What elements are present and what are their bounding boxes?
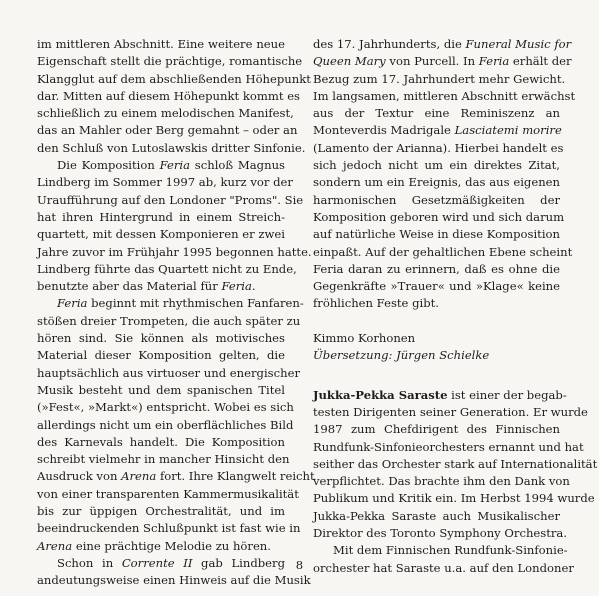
text-line: (Lamento der Arianna). Hierbei handelt es: [313, 140, 564, 155]
text-line: Musik besteht und dem spanischen Titel: [37, 382, 285, 397]
credit-translation: Übersetzung: Jürgen Schielke: [313, 348, 490, 363]
right-main-paragraph: [313, 36, 576, 313]
text-line: schreibt vielmehr in mancher Hinsicht den: [37, 452, 290, 467]
text-line: auf natürliche Weise in diese Komposition: [313, 227, 560, 242]
text-line: von einer transparenten Kammermusikalität: [37, 486, 299, 501]
text-line: Rundfunk-Sinfonieorchesters ernannt und hat: [313, 439, 584, 454]
text-line: Schon in Corrente II gab Lindberg: [57, 555, 285, 570]
text-line: hat ihren Hintergrund in einem Streich-: [37, 209, 285, 224]
text-line: Queen Mary von Purcell. In Feria erhält der: [313, 54, 572, 69]
text-line: beeindruckenden Schlußpunkt ist fast wie in: [37, 521, 301, 536]
text-line: testen Dirigenten seiner Generation. Er wurde: [313, 404, 588, 419]
text-line: aus der Textur eine Reminiszenz an: [313, 106, 560, 121]
text-line: Gegenkräfte »Trauer« und »Klage« keine: [313, 279, 560, 294]
text-line: Jahre zuvor im Frühjahr 1995 begonnen hatte.: [37, 244, 312, 259]
text-line: stößen dreier Trompeten, die auch später zu: [37, 313, 301, 328]
text-line: Die Komposition Feria schloß Magnus: [57, 158, 285, 173]
text-line: des Karnevals handelt. Die Komposition: [37, 434, 285, 449]
text-line: Monteverdis Madrigale Lasciatemi morire: [313, 123, 562, 138]
text-line: Uraufführung auf den Londoner "Proms". Sie: [37, 192, 304, 207]
text-line: Arena eine prächtige Melodie zu hören.: [37, 538, 271, 553]
text-line: Klangglut auf dem abschließenden Höhepunkt: [37, 71, 311, 86]
text-line: einpaßt. Auf der gehaltlichen Ebene scheint: [313, 244, 573, 259]
text-line: des 17. Jahrhunderts, die Funeral Music for: [313, 37, 572, 51]
text-line: quartett, mit dessen Komponieren er zwei: [37, 227, 285, 242]
text-line: Komposition geboren wird und sich darum: [313, 209, 565, 224]
conductor-biography: [313, 387, 598, 577]
text-line: das an Mahler oder Berg gemahnt – oder an: [37, 123, 298, 138]
text-line: andeutungsweise einen Hinweis auf die Musik: [37, 573, 311, 588]
text-line: dar. Mitten auf diesem Höhepunkt kommt es: [37, 88, 301, 103]
right-text-column: [313, 36, 598, 577]
text-line: orchester hat Saraste u.a. auf den Londoner: [313, 560, 574, 575]
text-line: 1987 zum Chefdirigent des Finnischen: [313, 422, 560, 437]
text-line: im mittleren Abschnitt. Eine weitere neue: [37, 37, 285, 51]
text-line: Im langsamen, mittleren Abschnitt erwächst: [313, 88, 576, 103]
text-line: fröhlichen Feste gibt.: [313, 296, 439, 311]
text-line: den Schluß von Lutoslawskis dritter Sinfonie.: [37, 140, 306, 155]
text-line: Publikum und Kritik ein. Im Herbst 1994 wurde: [313, 491, 595, 506]
text-line: Material dieser Komposition gelten, die: [37, 348, 285, 363]
text-line: schließlich zu einem melodischen Manifest,: [37, 106, 294, 121]
text-line: Feria daran zu erinnern, daß es ohne die: [313, 261, 560, 276]
text-line: Jukka-Pekka Saraste ist einer der begab-: [313, 387, 567, 402]
page-number: 8: [295, 558, 304, 572]
text-line: benutzte aber das Material für Feria.: [37, 279, 256, 294]
text-line: Mit dem Finnischen Rundfunk-Sinfonie-: [333, 543, 568, 558]
credit-author: Kimmo Korhonen: [313, 331, 416, 346]
text-line: Bezug zum 17. Jahrhundert mehr Gewicht.: [313, 71, 566, 86]
text-line: Feria beginnt mit rhythmischen Fanfaren-: [57, 296, 304, 311]
text-line: Lindberg führte das Quartett nicht zu Ende,: [37, 261, 297, 276]
text-line: allerdings nicht um ein oberflächliches Bild: [37, 417, 294, 432]
text-line: Jukka-Pekka Saraste auch Musikalischer: [313, 508, 560, 523]
text-line: hauptsächlich aus virtuoser und energischer: [37, 365, 300, 380]
text-line: sondern um ein Ereignis, das aus eigenen: [313, 175, 560, 190]
text-line: bis zur üppigen Orchestralität, und im: [37, 504, 285, 519]
text-line: (»Fest«, »Markt«) entspricht. Wobei es sich: [37, 400, 294, 415]
left-text-column: [37, 36, 315, 590]
text-line: Lindberg im Sommer 1997 ab, kurz vor der: [37, 175, 293, 190]
text-line: harmonischen Gesetzmäßigkeiten der: [313, 192, 560, 207]
text-line: Direktor des Toronto Symphony Orchestra.: [313, 526, 568, 541]
text-line: seither das Orchester stark auf Internationalität: [313, 456, 598, 471]
text-line: hören sind. Sie können als motivisches: [37, 331, 285, 346]
text-line: sich jedoch nicht um ein direktes Zitat,: [313, 158, 560, 173]
text-line: Eigenschaft stellt die prächtige, romantische: [37, 54, 303, 69]
text-line: Ausdruck von Arena fort. Ihre Klangwelt reicht: [37, 469, 315, 484]
text-line: verpflichtet. Das brachte ihm den Dank von: [313, 474, 570, 489]
